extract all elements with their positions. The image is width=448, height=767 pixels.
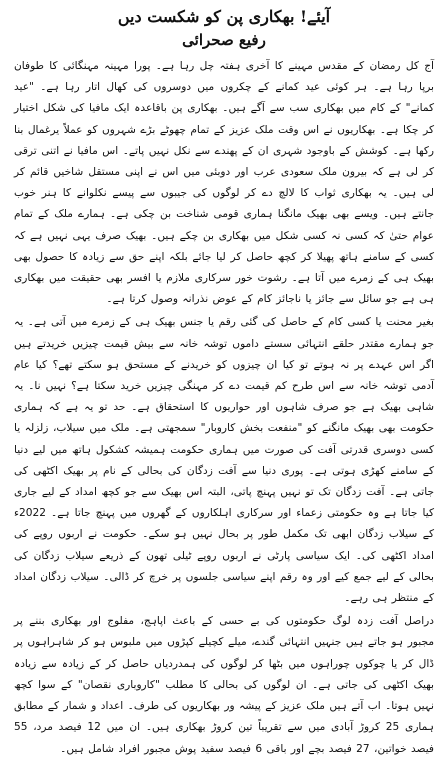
article-paragraph: دراصل آفت زدہ لوگ حکومتوں کی بے حسی کے باعث اپاہج، مفلوج اور بھکاری بننے پر مجبور ہو جاتے ہیں جنہیں انتہائی گندے، میلے کچیلے کپڑوں میں ملبوس ہو کر شاہراہوں پر ڈال کر یا چوکوں چوراہوں میں بٹھا کر لوگوں کی ہمدردیاں حاصل کر کے زیادہ سے زیادہ بھیک اکٹھی کی جاتی ہے۔ ان لوگوں کی بحالی کا مطلب "کاروباری نقصان" کے سوا کچھ نہیں ہوتا۔ اب آتے ہیں ملک عزیز کے پیشہ ور بھکاریوں کی طرف۔ اعداد و شمار کے مطابق ہماری 25 کروڑ آبادی میں سے تقریباً تین کروڑ بھکاری ہیں۔ ان میں 12 فیصد مرد، 55 فیصد خواتین، 27 فیصد بچے اور باقی 6 فیصد سفید پوش مجبور افراد شامل ہیں۔: [14, 615, 434, 755]
article-paragraph: بغیر محنت یا کسی کام کے حاصل کی گئی رقم یا جنس بھیک ہی کے زمرے میں آتی ہے۔ یہ جو ہمارے مقتدر حلقے انتہائی سستے داموں توشہ خانہ سے بیش قیمت چیزیں خریدتے ہیں اگر اس عہدے پر نہ ہوتے تو کیا ان چیزوں کو خریدنے کے مستحق ہو سکتے تھے؟ کیا عام آدمی توشہ خانہ سے اس طرح کم قیمت دے کر مہنگی چیزیں خرید سکتا ہے؟ نہیں نا۔ یہ شاہی بھیک ہے جو صرف شاہوں اور حواریوں کا استحقاق ہے۔ حد تو یہ ہے کہ ہماری حکومت بھی بھیک مانگنے کو "منفعت بخش کاروبار" سمجھتی ہے۔ ملک میں سیلاب، زلزلہ یا کسی دوسری قدرتی آفت کی صورت میں ہماری حکومت ہمیشہ کشکول ہاتھ میں لیے دنیا کے سامنے کھڑی ہوتی ہے۔ پوری دنیا سے آفت زدگان کی بحالی کے نام پر بھیک اکٹھی کی جاتی ہے۔ آفت زدگان تک تو نہیں پہنچ پاتی، البتہ اس بھیک سے جو کچھ امداد کے لیے جاری کیا جاتا ہے وہ حکومتی زعماء اور سرکاری اہلکاروں کے گھروں میں پہنچ جاتا ہے۔ 2022ء کے سیلاب زدگان ابھی تک مکمل طور پر بحال نہیں ہو سکے۔ حکومت نے اربوں روپے کی امداد اکٹھی کی۔ ایک سیاسی پارٹی نے اربوں روپے ٹیلی تھون کے ذریعے سیلاب زدگان کی بحالی کے لیے جمع کیے اور وہ رقم اپنے سیاسی جلسوں پر خرچ کر ڈالی۔ سیلاب زدگان امداد کے منتظر ہی رہے۔: [14, 316, 434, 605]
article-headline: آیئے! بھکاری پن کو شکست دیں: [117, 7, 331, 26]
article-author: رفیع صحرائی: [182, 31, 266, 49]
article-paragraph: آج کل رمضان کے مقدس مہینے کا آخری ہفتہ چل رہا ہے۔ پورا مہینہ مہنگائی کا طوفان برپا رہا ہے۔ ہر کوئی عید کمانے کے چکروں میں دوسروں کی کھال اتار رہا ہے۔ "عید کمانے" کے کام میں بھکاری سب سے آگے ہیں۔ بھکاری پن باقاعدہ ایک مافیا کی شکل اختیار کر چکا ہے۔ بھکاریوں نے اس وقت ملک عزیز کے تمام چھوٹے بڑے شہروں کو عملاً یرغمال بنا رکھا ہے۔ کوشش کے باوجود شہری ان کے پھندے سے نکل نہیں پاتے۔ اس مافیا نے اتنی ترقی کر لی ہے کہ بیرون ملک سعودی عرب اور دوبئی میں اس نے اپنی مستقل شاخیں قائم کر لی ہیں۔ یہ بھکاری ثواب کا لالچ دے کر لوگوں کی جیبوں سے پیسے نکلوانے کا ہنر خوب جانتے ہیں۔ ویسے بھی بھیک مانگنا ہماری قومی شناخت بن چکی ہے۔ ہمارے ملک کے تمام عوام حتیٰ کہ کسی نہ کسی شکل میں بھکاری بن چکے ہیں۔ بھیک صرف یہی نہیں ہے کہ کسی کے سامنے ہاتھ پھیلا کر کچھ حاصل کر لیا جائے بلکہ اپنے حق سے زیادہ کا حصول بھی بھیک ہی کے زمرے میں آتا ہے۔ رشوت خور سرکاری ملازم یا افسر بھی حقیقت میں بھکاری ہی ہے جو سائل سے جائز یا ناجائز کام کے عوض نذرانہ وصول کرتا ہے۔: [14, 60, 434, 306]
article-body: [14, 56, 434, 760]
